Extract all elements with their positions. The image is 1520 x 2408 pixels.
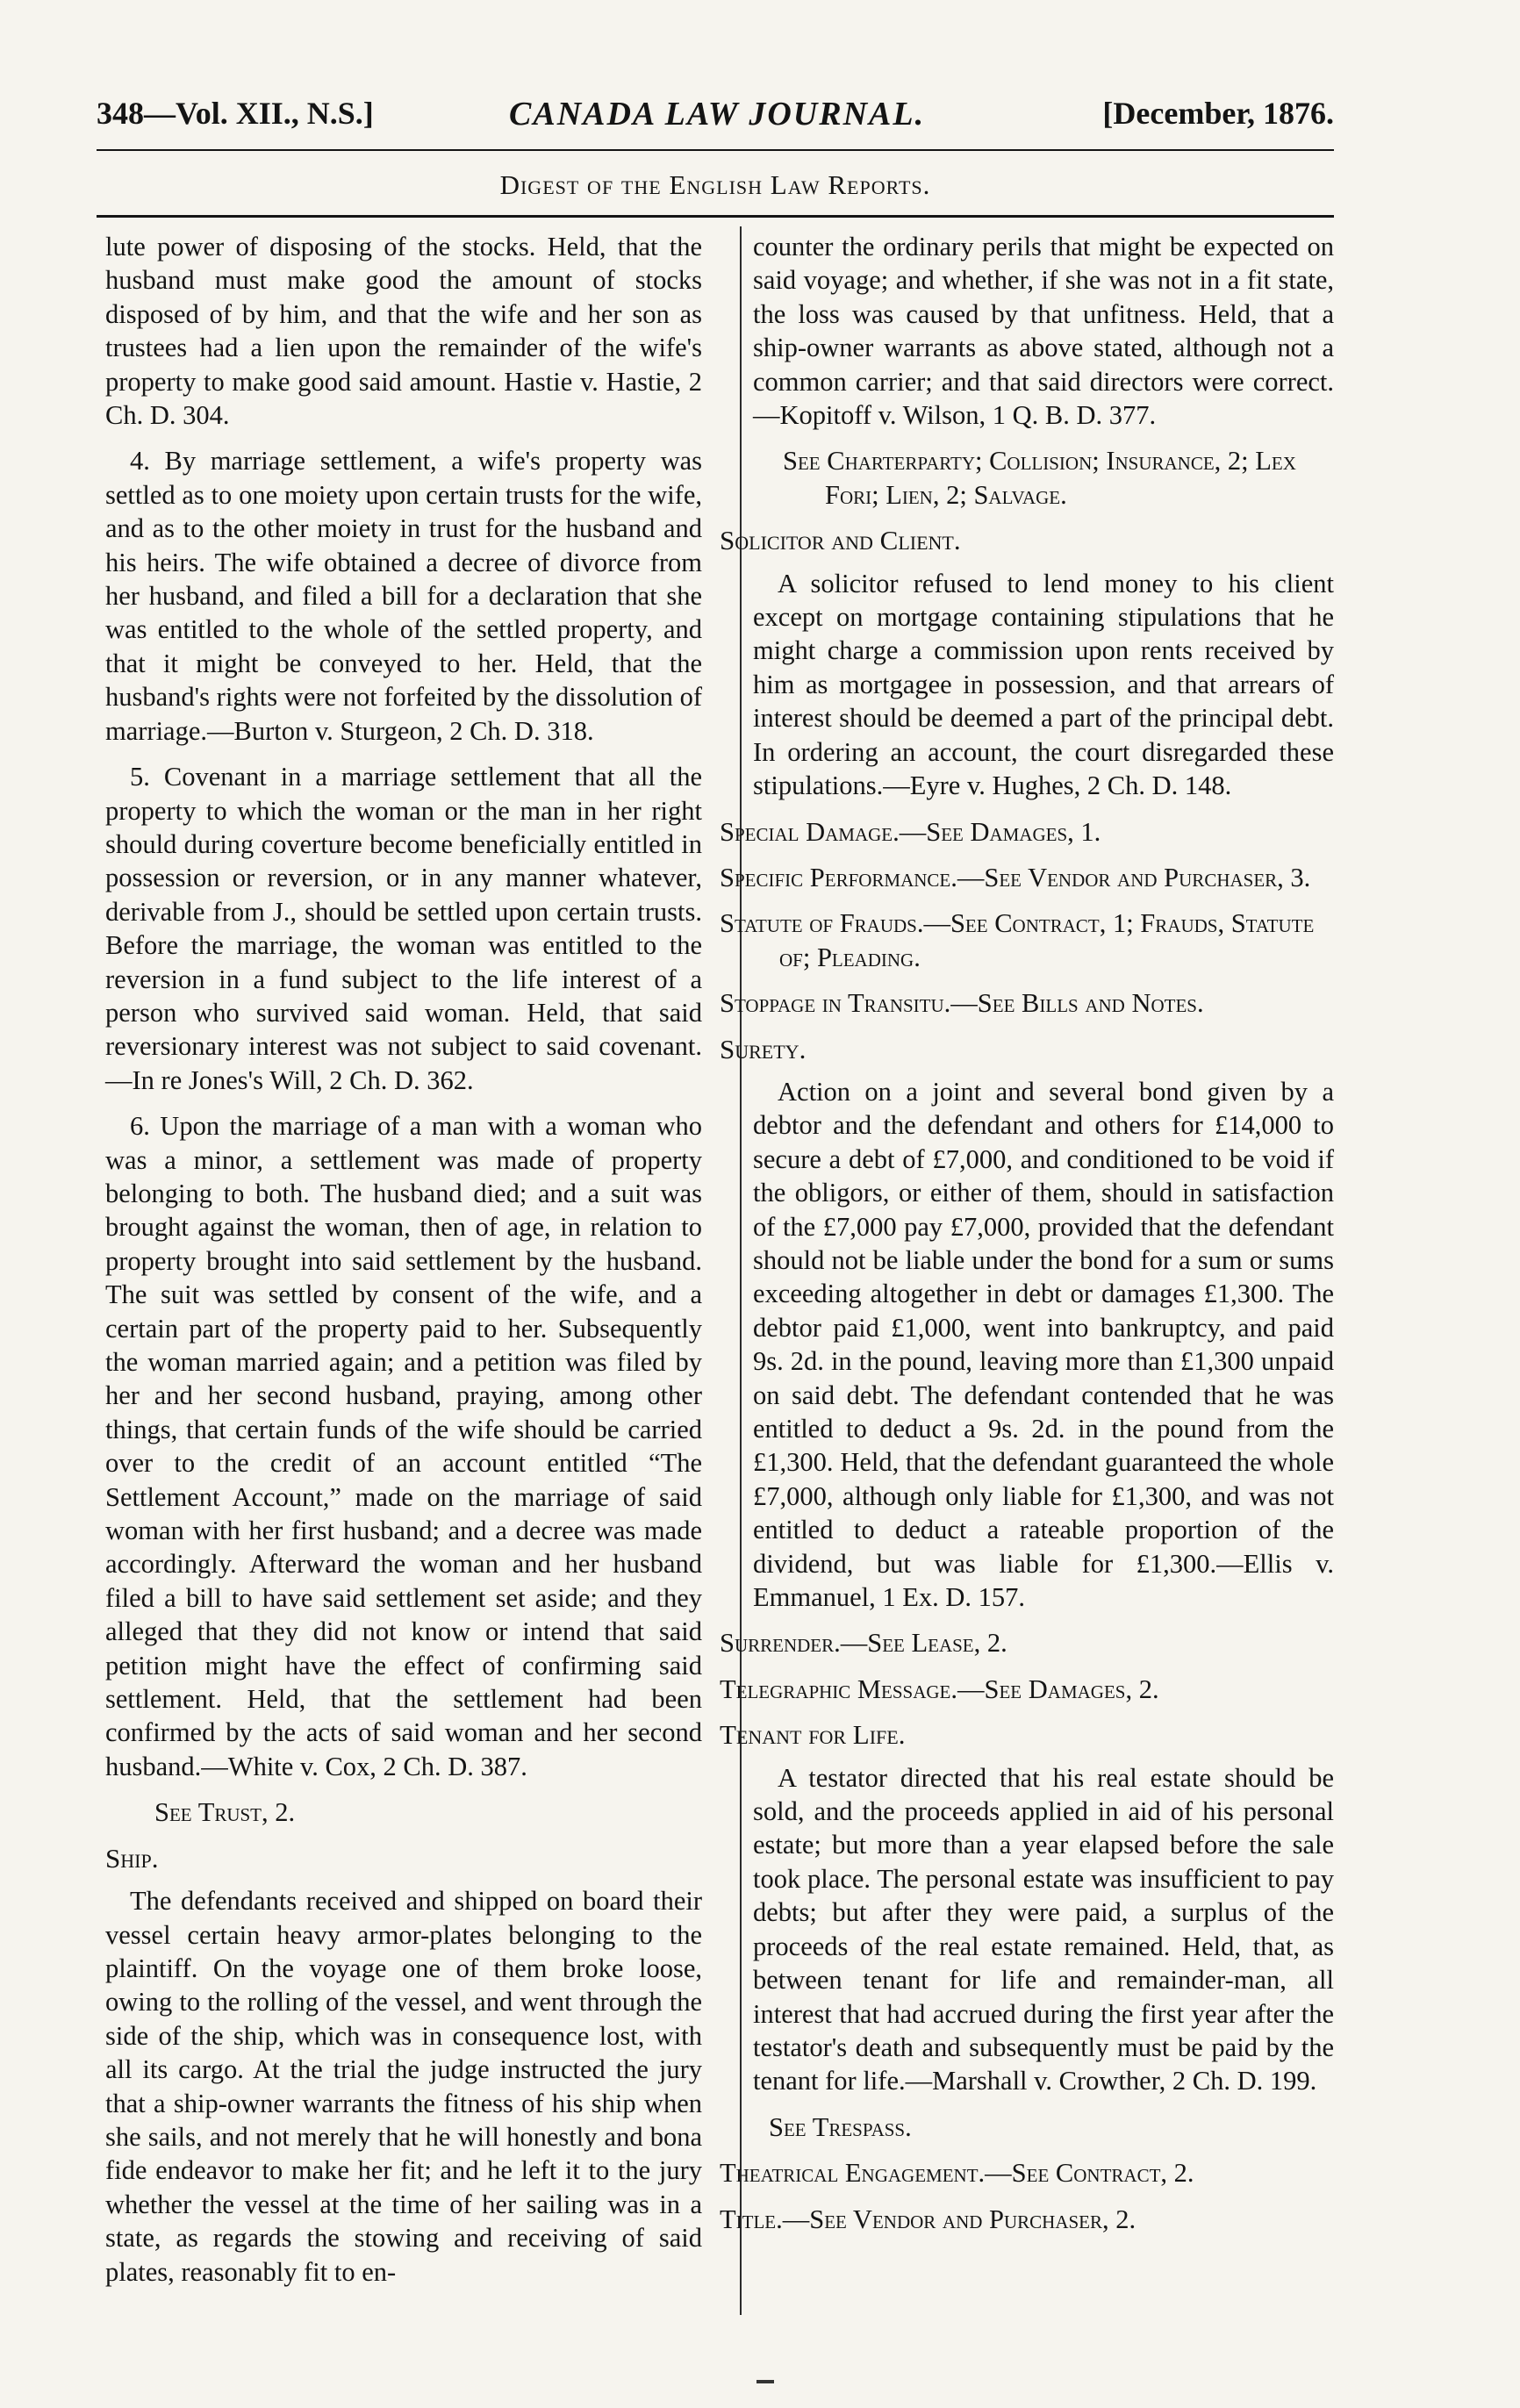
cross-reference: See Charterparty; Collision; Insurance, 2; Lex Fori; Lien, 2; Salvage. bbox=[783, 446, 1296, 510]
cross-reference: See Trust, 2. bbox=[154, 1797, 296, 1828]
left-column bbox=[105, 230, 702, 2301]
cross-reference: Stoppage in Transitu.—See Bills and Notes. bbox=[720, 988, 1204, 1019]
digest-entry: The defendants received and shipped on board their vessel certain heavy armor-plates belonging to the plaintiff. On the voyage one of them broke loose, owing to the rolling of the vessel, and went through the side of the ship, which was in consequence lost, with all its cargo. At the trial the judge instructed the jury that a ship-owner warrants the fitness of his ship when she sails, and not merely that he will honestly and bona fide endeavor to make her fit; and he left it to the jury whether the vessel at the time of her sailing was in a state, as regards the stowing and receiving of said plates, reasonably fit to en- bbox=[105, 1886, 702, 2287]
digest-heading: Ship. bbox=[105, 1842, 159, 1874]
cross-reference: See Trespass. bbox=[769, 2111, 912, 2142]
page-volume-label: 348—Vol. XII., N.S.] bbox=[97, 96, 374, 131]
digest-entry: A testator directed that his real estate should be sold, and the proceeds applied in aid of his personal estate; but more than a year elapsed before the sale took place. The personal estate was insufficient to pay debts; but after they were paid, a surplus of the proceeds of the real estate remained. Held, that, as between tenant for life and remainder-man, all interest that had accrued during the first year after the testator's death and subsequently must be paid by the tenant for life.—Marshall v. Crowther, 2 Ch. D. 199. bbox=[753, 1762, 1334, 2096]
section-title: Digest of the English Law Reports. bbox=[499, 169, 931, 200]
digest-entry: Action on a joint and several bond given by a debtor and the defendant and others for £14,000 to secure a debt of £7,000, and conditioned to be void if the obligors, or either of them, should in satisfaction of the £7,000 pay £7,000, provided that the defendant should not be liable under the bond for a sum or sums exceeding altogether in debt or damages £1,300. The debtor paid £1,000, went into bankruptcy, and paid 9s. 2d. in the pound, leaving more than £1,300 unpaid on said debt. The defendant contended that he was entitled to deduct a 9s. 2d. in the pound from the £1,300. Held, that the defendant guaranteed the whole £7,000, although only liable for £1,300, and was not entitled to deduct a rateable proportion of the dividend, but was liable for £1,300.—Ellis v. Emmanuel, 1 Ex. D. 157. bbox=[753, 1076, 1334, 1613]
cross-reference: Theatrical Engagement.—See Contract, 2. bbox=[720, 2158, 1194, 2189]
issue-date: [December, 1876. bbox=[1102, 96, 1334, 131]
cross-reference: Surrender.—See Lease, 2. bbox=[720, 1628, 1007, 1659]
digest-entry: A solicitor refused to lend money to his client except on mortgage containing stipulations that he might charge a commission upon rents received by him as mortgagee in possession, and that arrears of interest should be deemed a part of the principal debt. In ordering an account, the court disregarded these stipulations.—Eyre v. Hughes, 2 Ch. D. 148. bbox=[753, 568, 1334, 801]
digest-entry: counter the ordinary perils that might be expected on said voyage; and whether, if she was not in a fit state, the loss was caused by that unfitness. Held, that a ship-owner warrants as above stated, although not a common carrier; and that said directors were correct.—Kopitoff v. Wilson, 1 Q. B. D. 377. bbox=[753, 232, 1334, 431]
cross-reference: Statute of Frauds.—See Contract, 1; Frauds, Statute of; Pleading. bbox=[720, 908, 1315, 972]
digest-entry: lute power of disposing of the stocks. Held, that the husband must make good the amount of stocks disposed of by him, and that the wife and her son as trustees had a lien upon the remainder of the wife's property to make good said amount. Hastie v. Hastie, 2 Ch. D. 304. bbox=[105, 232, 702, 431]
running-head bbox=[97, 95, 1334, 144]
digest-heading: Solicitor and Client. bbox=[720, 525, 961, 556]
header-rule bbox=[97, 149, 1334, 151]
right-column bbox=[720, 230, 1334, 2248]
cross-reference: Title.—See Vendor and Purchaser, 2. bbox=[720, 2204, 1136, 2234]
digest-heading: Tenant for Life. bbox=[720, 1719, 906, 1751]
cross-reference: Telegraphic Message.—See Damages, 2. bbox=[720, 1673, 1159, 1704]
digest-entry: 4. By marriage settlement, a wife's property was settled as to one moiety upon certain trusts for the wife, and as to the other moiety in trust for the husband and his heirs. The wife obtained a decree of divorce from her husband, and filed a bill for a declaration that she was entitled to the whole of the settled property, and that it might be conveyed to her. Held, that the husband's rights were not forfeited by the dissolution of marriage.—Burton v. Sturgeon, 2 Ch. D. 318. bbox=[105, 446, 702, 746]
bottom-printer-mark bbox=[756, 2380, 774, 2383]
cross-reference: Special Damage.—See Damages, 1. bbox=[720, 816, 1101, 847]
digest-entry: 6. Upon the marriage of a man with a woman who was a minor, a settlement was made of property belonging to both. The husband died; and a suit was brought against the woman, then of age, in relation to property brought into said settlement by the husband. The suit was settled by consent of the wife, and a certain part of the property paid to her. Subsequently the woman married again; and a petition was filed by her and her second husband, praying, among other things, that certain funds of the wife should be carried over to the credit of an account entitled “The Settlement Account,” made on the marriage of said woman with her first husband; and a decree was made accordingly. Afterward the woman and her husband filed a bill to have said settlement set aside; and they alleged that they did not know or intend that said petition might have the effect of confirming said settlement. Held, that the settlement had been confirmed by the acts of said woman and her second husband.—White v. Cox, 2 Ch. D. 387. bbox=[105, 1111, 702, 1781]
digest-heading: Surety. bbox=[720, 1033, 807, 1064]
section-rule bbox=[97, 215, 1334, 218]
digest-entry: 5. Covenant in a marriage settlement that all the property to which the woman or the man in her right should during coverture become beneficially entitled in possession or reversion, or in any manner whatever, derivable from J., should be settled upon certain trusts. Before the marriage, the woman was entitled to the reversion in a fund subject to the life interest of a person who survived said woman. Held, that said reversionary interest was not subject to said covenant.—In re Jones's Will, 2 Ch. D. 362. bbox=[105, 762, 702, 1095]
cross-reference: Specific Performance.—See Vendor and Purchaser, 3. bbox=[720, 862, 1311, 892]
journal-title: CANADA LAW JOURNAL. bbox=[509, 96, 926, 133]
